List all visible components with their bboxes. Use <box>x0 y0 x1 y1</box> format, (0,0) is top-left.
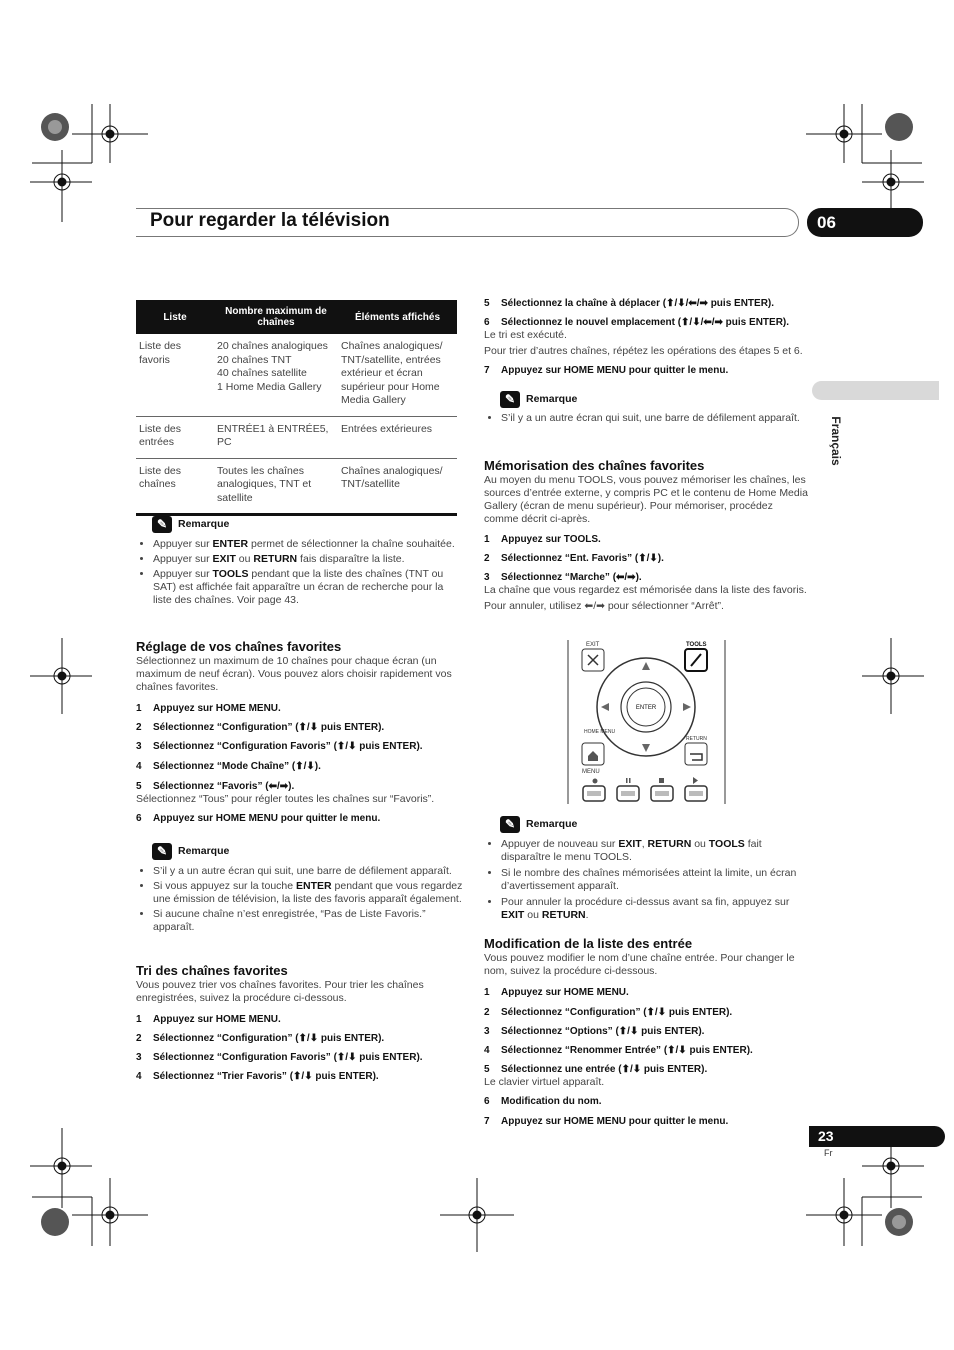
list-item: • Si le nombre des chaînes mémorisées atteint la limite, un écran d’avertissement apparaît. <box>501 867 810 893</box>
step: 3 Sélectionnez “Configuration Favoris” (⬆/⬇ puis ENTER). <box>136 741 423 752</box>
paragraph: Sélectionnez un maximum de 10 chaînes pour chaque écran (un maximum de neuf écran). Vous pouvez alors choisir rapidement vos chaînes favorites. <box>136 655 452 693</box>
table-cell: Chaînes analogiques/ TNT/satellite <box>338 458 457 515</box>
step: 1 Appuyez sur TOOLS. <box>484 534 601 545</box>
stop-icon <box>659 778 664 783</box>
paragraph: La chaîne que vous regardez est mémorisée dans la liste des favoris. <box>484 584 807 596</box>
section-tri-continued <box>484 297 810 425</box>
page-number: 23 <box>809 1126 945 1147</box>
section-heading: Mémorisation des chaînes favorites <box>484 458 705 473</box>
remote-control-illustration <box>566 636 728 806</box>
step: 4 Sélectionnez “Mode Chaîne” (⬆/⬇). <box>136 761 321 772</box>
step: 3 Sélectionnez “Options” (⬆/⬇ puis ENTER). <box>484 1026 705 1037</box>
table-cell: 20 chaînes analogiques 20 chaînes TNT 40 chaînes satellite 1 Home Media Gallery <box>214 334 338 416</box>
step: 4 Sélectionnez “Trier Favoris” (⬆/⬇ puis ENTER). <box>136 1071 379 1082</box>
paragraph: Le clavier virtuel apparaît. <box>484 1076 605 1088</box>
note-block-3 <box>484 816 810 922</box>
section-heading: Tri des chaînes favorites <box>136 963 288 978</box>
exit-label: EXIT <box>586 642 600 648</box>
table-cell: Entrées extérieures <box>338 416 457 458</box>
list-item: • Si aucune chaîne n’est enregistrée, “Pas de Liste Favoris.” apparaît. <box>153 908 464 934</box>
step: 2 Sélectionnez “Ent. Favoris” (⬆/⬇). <box>484 553 664 564</box>
page-language-code: Fr <box>824 1148 833 1158</box>
step: 1 Appuyez sur HOME MENU. <box>136 1014 281 1025</box>
section-tri <box>136 964 462 1083</box>
menu-label: MENU <box>582 769 600 775</box>
step: 3 Sélectionnez “Marche” (⬅/➡). <box>484 572 642 583</box>
list-item: • S’il y a un autre écran qui suit, une barre de défilement apparaît. <box>501 412 810 425</box>
chapter-number: 06 <box>807 208 923 237</box>
pause-icon <box>626 778 628 783</box>
section-heading: Réglage de vos chaînes favorites <box>136 639 342 654</box>
enter-label: ENTER <box>635 705 657 711</box>
note-block-2 <box>136 843 464 934</box>
pencil-icon: ✎ <box>152 516 172 533</box>
table-row <box>136 458 457 515</box>
pencil-icon: ✎ <box>500 391 520 408</box>
section-memo <box>484 459 810 613</box>
note-label: Remarque <box>526 393 578 405</box>
table-cell: ENTRÉE1 à ENTRÉE5, PC <box>214 416 338 458</box>
paragraph: Au moyen du menu TOOLS, vous pouvez mémoriser les chaînes, les sources d’entrée externe, y compris PC et le contenu de Home Media Gallery (écran de menu supérieur). Pour mémoriser, procédez comme décrit ci-après. <box>484 474 808 525</box>
step: 5 Sélectionnez une entrée (⬆/⬇ puis ENTER). <box>484 1064 708 1075</box>
note-label: Remarque <box>526 818 578 830</box>
list-item: • Si vous appuyez sur la touche ENTER pendant que vous regardez une émission de télévision, la liste des favoris apparaît également. <box>153 880 464 906</box>
pencil-icon: ✎ <box>500 816 520 833</box>
step: 5 Sélectionnez la chaîne à déplacer (⬆/⬇/⬅/➡ puis ENTER). <box>484 298 775 309</box>
list-item: • Appuyer sur ENTER permet de sélectionner la chaîne souhaitée. <box>153 538 462 551</box>
step: 2 Sélectionnez “Configuration” (⬆/⬇ puis ENTER). <box>136 722 385 733</box>
note-block-1 <box>136 516 462 607</box>
step: 1 Appuyez sur HOME MENU. <box>484 987 629 998</box>
step: 2 Sélectionnez “Configuration” (⬆/⬇ puis ENTER). <box>136 1033 385 1044</box>
section-heading: Modification de la liste des entrée <box>484 936 693 951</box>
section-reglage <box>136 640 462 825</box>
play-icon <box>693 777 698 784</box>
paragraph: Pour annuler, utilisez ⬅/➡ pour sélectionner “Arrêt”. <box>484 600 724 612</box>
paragraph: Sélectionnez “Tous” pour régler toutes les chaînes sur “Favoris”. <box>136 793 435 805</box>
step: 6 Modification du nom. <box>484 1096 602 1107</box>
tools-label: TOOLS <box>686 642 707 648</box>
table-header: Nombre maximum de chaînes <box>214 300 338 334</box>
step: 3 Sélectionnez “Configuration Favoris” (⬆/⬇ puis ENTER). <box>136 1052 423 1063</box>
list-item: • Appuyer de nouveau sur EXIT, RETURN ou TOOLS fait disparaître le menu TOOLS. <box>501 838 810 864</box>
list-item: • Pour annuler la procédure ci-dessus avant sa fin, appuyez sur EXIT ou RETURN. <box>501 896 810 922</box>
step: 1 Appuyez sur HOME MENU. <box>136 703 281 714</box>
pencil-icon: ✎ <box>152 843 172 860</box>
page-title: Pour regarder la télévision <box>150 210 390 231</box>
section-modification <box>484 937 810 1128</box>
paragraph: Pour trier d’autres chaînes, répétez les opérations des étapes 5 et 6. <box>484 345 803 357</box>
table-cell: Toutes les chaînes analogiques, TNT et satellite <box>214 458 338 515</box>
step: 6 Sélectionnez le nouvel emplacement (⬆/⬇/⬅/➡ puis ENTER). <box>484 317 790 328</box>
home-menu-label: HOME MENU <box>584 729 616 735</box>
step: 4 Sélectionnez “Renommer Entrée” (⬆/⬇ puis ENTER). <box>484 1045 753 1056</box>
step: 2 Sélectionnez “Configuration” (⬆/⬇ puis ENTER). <box>484 1007 733 1018</box>
step: 5 Sélectionnez “Favoris” (⬅/➡). <box>136 781 295 792</box>
paragraph: Le tri est exécuté. <box>484 329 567 341</box>
table-cell: Chaînes analogiques/ TNT/satellite, entrées extérieur et écran supérieur pour Home Media Gallery <box>338 334 457 416</box>
table-row <box>136 416 457 458</box>
step: 7 Appuyez sur HOME MENU pour quitter le menu. <box>484 365 729 376</box>
table-cell: Liste des chaînes <box>136 458 214 515</box>
language-tab <box>812 381 939 400</box>
record-icon <box>593 779 598 784</box>
table-cell: Liste des entrées <box>136 416 214 458</box>
list-item: • S’il y a un autre écran qui suit, une barre de défilement apparaît. <box>153 865 464 878</box>
table-cell: Liste des favoris <box>136 334 214 416</box>
paragraph: Vous pouvez trier vos chaînes favorites. Pour trier les chaînes enregistrées, suivez la procédure ci-dessous. <box>136 979 424 1004</box>
table-header: Liste <box>136 300 214 334</box>
table-row <box>136 334 457 416</box>
table-header: Éléments affichés <box>338 300 457 334</box>
paragraph: Vous pouvez modifier le nom d’une chaîne entrée. Pour changer le nom, suivez la procédure ci-dessous. <box>484 952 795 977</box>
step: 7 Appuyez sur HOME MENU pour quitter le menu. <box>484 1116 729 1127</box>
step: 6 Appuyez sur HOME MENU pour quitter le menu. <box>136 813 381 824</box>
language-label: Français <box>829 416 843 466</box>
list-item: • Appuyer sur TOOLS pendant que la liste des chaînes (TNT ou SAT) est affichée fait apparaître un écran de recherche pour la liste des chaînes. Voir page 43. <box>153 568 462 607</box>
lists-table <box>136 300 457 516</box>
list-item: • Appuyer sur EXIT ou RETURN fais disparaître la liste. <box>153 553 462 566</box>
note-label: Remarque <box>178 845 230 857</box>
note-label: Remarque <box>178 518 230 530</box>
return-label: RETURN <box>686 736 707 742</box>
